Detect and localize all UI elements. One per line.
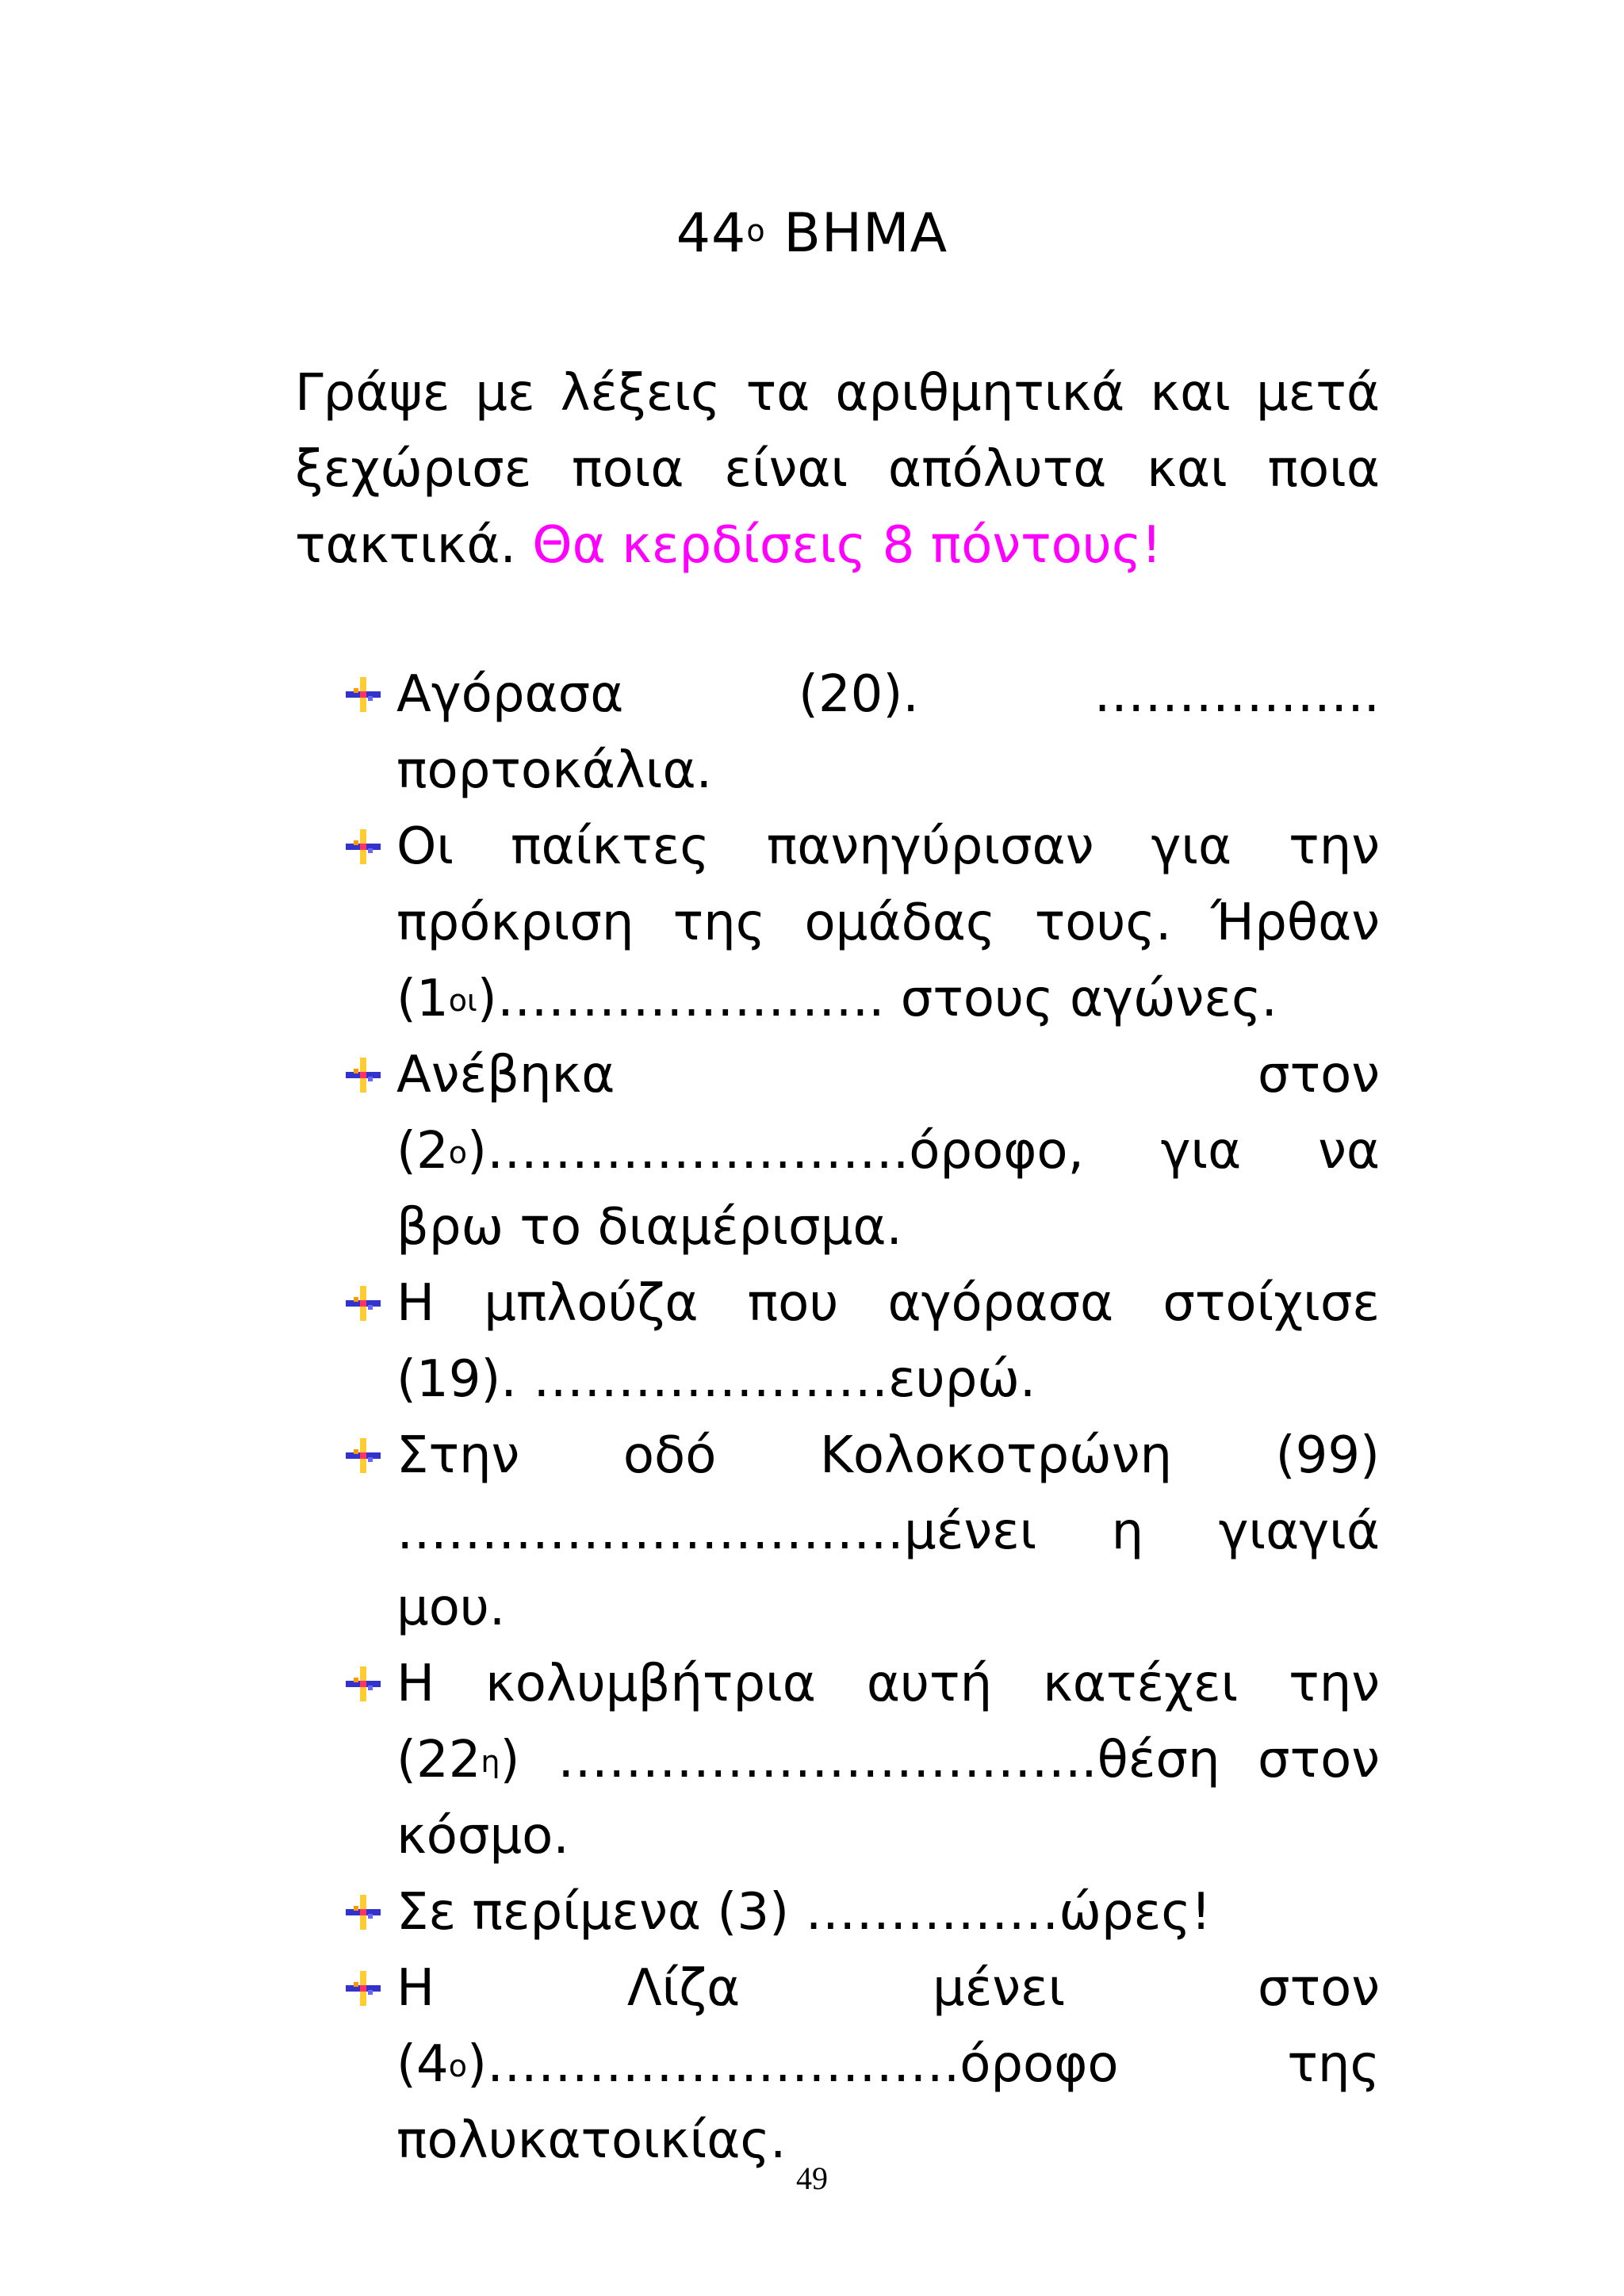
title-text: ΒΗΜΑ — [783, 202, 948, 265]
four-colored-cross-bullet-icon — [343, 1054, 384, 1096]
exercise-item — [343, 1874, 1380, 1950]
title-ordinal-mark: ο — [746, 213, 766, 248]
item-text — [396, 1950, 1380, 2179]
item-line — [396, 2026, 1380, 2103]
exercise-item — [343, 1646, 1380, 1874]
item-text-part: Οι παίκτες πανηγύρισαν για την πρόκριση της ομάδας τους. Ήρθαν (1 — [396, 817, 1380, 1028]
ordinal-mark: ο — [448, 1135, 467, 1170]
exercise-instructions — [295, 355, 1380, 584]
item-line: Η Λίζα μένει στον — [396, 1959, 1380, 2018]
item-text-part: (4 — [396, 2035, 449, 2094]
four-colored-cross-bullet-icon — [343, 1283, 384, 1324]
four-colored-cross-bullet-icon — [343, 1892, 384, 1933]
item-text-part: )………………….. στους αγώνες. — [477, 970, 1277, 1028]
exercise-item — [343, 809, 1380, 1037]
item-text — [396, 1046, 1380, 1257]
item-line: πολυκατοικίας. — [396, 2111, 787, 2170]
exercise-item — [343, 656, 1380, 809]
item-text — [396, 1655, 1380, 1866]
item-line: …………………………μένει η γιαγιά μου. — [396, 1502, 1380, 1637]
item-line: Στην οδό Κολοκοτρώνη (99) — [396, 1426, 1380, 1485]
item-text: Αγόρασα (20). …………….. πορτοκάλια. — [396, 665, 1380, 800]
ordinal-mark: η — [481, 1744, 500, 1779]
exercise-items — [343, 656, 1380, 2179]
exercise-item — [343, 1037, 1380, 1265]
item-text-part: )……………………….όροφο της — [466, 2035, 1380, 2094]
exercise-item — [343, 1950, 1380, 2179]
page-number: 49 — [796, 2160, 828, 2196]
item-text — [396, 817, 1380, 1028]
item-text: Η μπλούζα που αγόρασα στοίχισε (19). …………………ευρώ. — [396, 1274, 1380, 1409]
item-text-part: Η κολυμβήτρια αυτή κατέχει την (22 — [396, 1655, 1380, 1789]
four-colored-cross-bullet-icon — [343, 1968, 384, 2009]
instructions-text: Γράψε με λέξεις τα αριθμητικά και μετά ξεχώρισε ποια είναι απόλυτα και ποια τακτικά. — [295, 364, 1380, 575]
points-highlight: Θα κερδίσεις 8 πόντους! — [532, 516, 1162, 575]
four-colored-cross-bullet-icon — [343, 674, 384, 715]
item-text: Σε περίμενα (3) ……………ώρες! — [396, 1883, 1212, 1942]
item-text-part: ) …………………………..θέση στον κόσμο. — [396, 1731, 1380, 1866]
four-colored-cross-bullet-icon — [343, 826, 384, 867]
four-colored-cross-bullet-icon — [343, 1435, 384, 1476]
ordinal-mark: οι — [448, 983, 477, 1018]
ordinal-mark: ο — [448, 2049, 467, 2084]
item-text-part: Ανέβηκα στον (2 — [396, 1046, 1380, 1181]
page-title — [0, 202, 1624, 266]
item-text-part: )…………………….όροφο, για να βρω το διαμέρισμα. — [396, 1122, 1380, 1257]
four-colored-cross-bullet-icon — [343, 1663, 384, 1705]
title-number: 44 — [676, 202, 747, 265]
exercise-item — [343, 1265, 1380, 1418]
item-text — [396, 1418, 1380, 1646]
exercise-item — [343, 1418, 1380, 1646]
